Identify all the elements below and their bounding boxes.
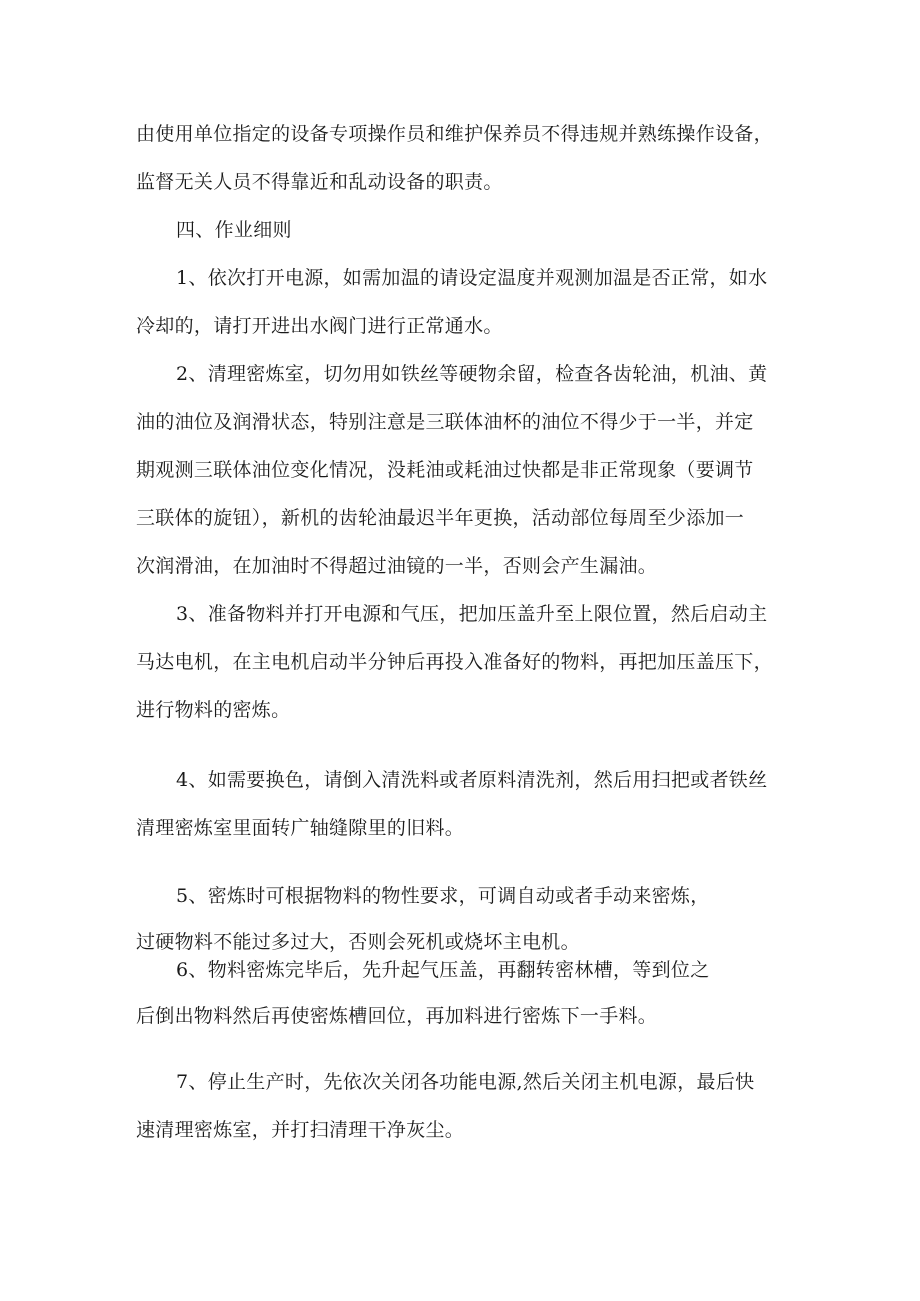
item-3-line-2: 马达电机，在主电机启动半分钟后再投入准备好的物料，再把加压盖压下， xyxy=(136,651,773,673)
item-4-line-2: 清理密炼室里面转广轴缝隙里的旧料。 xyxy=(136,817,465,839)
item-2-line-3: 期观测三联体油位变化情况，没耗油或耗油过快都是非正常现象（要调节 xyxy=(136,459,754,481)
item-5-line-1: 5、密炼时可根据物料的物性要求，可调自动或者手动来密炼， xyxy=(176,885,710,907)
item-2-line-1: 2、清理密炼室，切勿用如铁丝等硬物余留，检查各齿轮油，机油、黄 xyxy=(176,363,768,385)
item-2-line-5: 次润滑油，在加油时不得超过油镜的一半，否则会产生漏油。 xyxy=(136,555,658,577)
item-2-line-2: 油的油位及润滑状态，特别注意是三联体油杯的油位不得少于一半，并定 xyxy=(136,411,754,433)
item-3-line-1: 3、准备物料并打开电源和气压，把加压盖升至上限位置，然后启动主 xyxy=(176,603,768,625)
section-heading: 四、作业细则 xyxy=(176,219,292,241)
item-6-line-2: 后倒出物料然后再使密炼槽回位，再加料进行密炼下一手料。 xyxy=(136,1005,658,1027)
item-2-line-4: 三联体的旋钮），新机的齿轮油最迟半年更换，活动部位每周至少添加一 xyxy=(136,507,745,529)
item-7-line-2: 速清理密炼室，并打扫清理干净灰尘。 xyxy=(136,1119,465,1141)
item-7-line-1: 7、停止生产时，先依次关闭各功能电源,然后关闭主机电源，最后快 xyxy=(176,1071,755,1093)
item-1-line-1: 1、依次打开电源，如需加温的请设定温度并观测加温是否正常，如水 xyxy=(176,267,768,289)
item-4-line-1: 4、如需要换色，请倒入清洗料或者原料清洗剂，然后用扫把或者铁丝 xyxy=(176,769,768,791)
item-5-line-2: 过硬物料不能过多过大，否则会死机或烧坏主电机。 xyxy=(136,931,580,953)
item-1-line-2: 冷却的，请打开进出水阀门进行正常通水。 xyxy=(136,315,503,337)
intro-line-2: 监督无关人员不得靠近和乱动设备的职责。 xyxy=(136,171,503,193)
intro-line-1: 由使用单位指定的设备专项操作员和维护保养员不得违规并熟练操作设备， xyxy=(136,123,773,145)
item-3-line-3: 进行物料的密炼。 xyxy=(136,699,291,721)
item-6-line-1: 6、物料密炼完毕后，先升起气压盖，再翻转密林槽，等到位之 xyxy=(176,959,710,981)
